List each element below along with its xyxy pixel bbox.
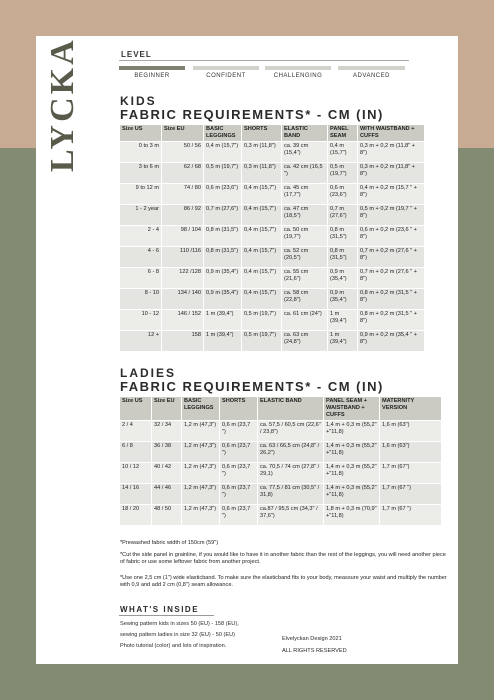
table-cell: ca. 58 cm (22,8") [282,289,328,310]
table-row [120,184,425,205]
table-cell: 1,4 m + 0,3 m (55,2" +"11,8) [324,421,380,442]
table-row [120,442,442,463]
ladies-subheading: FABRIC REQUIREMENTS* - CM (IN) [120,379,384,394]
col-header: ELASTIC BAND [258,397,324,421]
table-cell: 1,2 m (47,3") [182,484,220,505]
table-cell: 0,5 m (19,7") [242,331,282,352]
table-cell: 0,9 m (35,4") [204,289,242,310]
table-cell: 8 - 10 [120,289,162,310]
table-cell: 10 / 12 [120,463,152,484]
table-cell: ca. 77,5 / 81 cm (30,5" / 31,8) [258,484,324,505]
ladies-fabric-table [119,396,442,526]
whats-inside-title: WHAT'S INSIDE [120,605,200,614]
table-cell: 0,7 m (27,6") [328,205,358,226]
table-cell: 0,9 m (35,4") [204,268,242,289]
table-cell: 32 / 34 [152,421,182,442]
col-header: Size US [120,397,152,421]
table-cell: 0,7 m + 0,2 m (27,6 " + 8") [358,268,425,289]
table-cell: 0,4 m (15,7") [204,142,242,163]
table-cell: 0,9 m + 0,2 m (35,4 " + 8") [358,331,425,352]
table-cell: 146 / 152 [162,310,204,331]
table-row [120,163,425,184]
col-header: SHORTS [220,397,258,421]
table-cell: 1,2 m (47,3") [182,421,220,442]
table-cell: 1,2 m (47,3") [182,463,220,484]
table-cell: 0,6 m + 0,2 m (23,6 " + 8") [358,226,425,247]
table-cell: 158 [162,331,204,352]
level-label-beginner: BEGINNER [134,73,170,79]
table-cell: 0,3 m (11,8") [242,142,282,163]
table-cell: 0,8 m (31,5") [204,226,242,247]
table-cell: 3 to 6 m [120,163,162,184]
table-cell: 1,4 m + 0,3 m (55,2" +"11,8) [324,484,380,505]
table-cell: 110 /116 [162,247,204,268]
table-cell: 0,4 m (15,7") [242,205,282,226]
level-label-confident: CONFIDENT [206,73,246,79]
table-cell: 1,2 m (47,3") [182,442,220,463]
table-cell: 62 / 68 [162,163,204,184]
table-cell: 40 / 42 [152,463,182,484]
table-row [120,331,425,352]
table-row [120,268,425,289]
table-cell: 0,5 m (19,7") [328,163,358,184]
table-cell: 0,3 m + 0,2 m (11,8" + 8") [358,163,425,184]
table-cell: 1,4 m + 0,3 m (55,2" +"11,8) [324,463,380,484]
credit-rights: ALL RIGHTS RESERVED [282,648,347,654]
table-cell: 18 / 20 [120,505,152,526]
table-cell: 0,4 m (15,7") [328,142,358,163]
table-cell: 0,7 m + 0,2 m (27,6 " + 8") [358,247,425,268]
kids-heading: KIDS [120,94,157,108]
table-cell: ca. 39 cm (15,4") [282,142,328,163]
kids-subheading: FABRIC REQUIREMENTS* - CM (IN) [120,107,384,122]
copyright-credit [282,633,347,657]
table-cell: 1 m (39,4") [204,331,242,352]
col-header: MATERNITY VERSION [380,397,442,421]
level-bar-challenging [265,66,331,70]
col-header: Size EU [152,397,182,421]
table-cell: ca. 45 cm (17,7") [282,184,328,205]
col-header: PANEL SEAM [328,125,358,142]
table-cell: 0,6 m (23,7 ") [220,484,258,505]
table-cell: 74 / 80 [162,184,204,205]
table-cell: 0,8 m + 0,2 m (31,5 " + 8") [358,289,425,310]
table-cell: ca. 52 cm (20,5") [282,247,328,268]
table-cell: 0,4 m (15,7") [242,184,282,205]
table-cell: 0,6 m (23,6") [328,184,358,205]
col-header: BASIC LEGGINGS [204,125,242,142]
table-cell: 1,8 m + 0,3 m (70,9" +"11,8) [324,505,380,526]
table-cell: 2 - 4 [120,226,162,247]
table-cell: 1 m (39,4") [204,310,242,331]
table-row [120,205,425,226]
brand-logo [40,37,81,172]
table-cell: 0,4 m (15,7") [242,226,282,247]
ladies-header-row [120,397,442,421]
table-cell: ca.87 / 95,5 cm (34,3" / 37,6") [258,505,324,526]
level-bar-confident [193,66,259,70]
table-cell: 0 to 3 m [120,142,162,163]
table-cell: 1 m (39,4") [328,310,358,331]
table-cell: 0,3 m (11,8") [242,163,282,184]
table-row [120,310,425,331]
table-cell: 1,7 m (67") [380,463,442,484]
credit-designer: Elvelyckan Design 2021 [282,636,342,642]
table-row [120,505,442,526]
table-cell: 0,8 m + 0,2 m (31,5 " + 8") [358,310,425,331]
table-cell: ca. 55 cm (21,6") [282,268,328,289]
level-bar-beginner [119,66,185,70]
inside-line: sewing pattern ladies in size 32 (EU) - 50 (EU) [120,632,236,638]
table-row [120,247,425,268]
table-cell: 1,6 m (63") [380,442,442,463]
table-cell: 9 to 12 m [120,184,162,205]
table-cell: 1,2 m (47,3") [182,505,220,526]
col-header: Size EU [162,125,204,142]
col-header: Size US [120,125,162,142]
table-cell: 0,8 m (31,5") [328,247,358,268]
table-cell: 0,8 m (31,5") [328,226,358,247]
whats-inside-divider [119,615,214,616]
table-cell: 36 / 38 [152,442,182,463]
table-row [120,226,425,247]
table-cell: 0,9 m (35,4") [328,289,358,310]
table-cell: 1 m (39,4") [328,331,358,352]
brand-name: LYCKA [44,37,81,172]
table-cell: 122 /128 [162,268,204,289]
table-cell: ca. 57,5 / 60,5 cm (22,6" / 23,8") [258,421,324,442]
level-title: LEVEL [121,50,152,59]
table-cell: 0,6 m (23,6") [204,184,242,205]
col-header: SHORTS [242,125,282,142]
whats-inside-list [120,619,290,652]
table-cell: 1,7 m (67 ") [380,484,442,505]
ladies-heading: LADIES [120,366,177,380]
table-cell: 44 / 46 [152,484,182,505]
table-cell: ca. 50 cm (19,7") [282,226,328,247]
table-row [120,463,442,484]
table-row [120,142,425,163]
table-cell: 6 - 8 [120,268,162,289]
table-cell: 0,5 m (19,7") [204,163,242,184]
col-header: ELASTIC BAND [282,125,328,142]
table-cell: 1,7 m (67 ") [380,505,442,526]
table-cell: 50 / 56 [162,142,204,163]
table-row [120,484,442,505]
table-cell: 0,6 m (23,7 ") [220,421,258,442]
kids-header-row [120,125,425,142]
level-bar-advanced [338,66,405,70]
kids-fabric-table [119,124,425,352]
table-cell: 0,7 m (27,6") [204,205,242,226]
table-cell: 10 - 12 [120,310,162,331]
table-cell: ca. 61 cm (24") [282,310,328,331]
table-cell: ca. 47 cm (18,5") [282,205,328,226]
table-cell: 0,4 m (15,7") [242,247,282,268]
col-header: BASIC LEGGINGS [182,397,220,421]
table-cell: 86 / 92 [162,205,204,226]
inside-line: Photo tutorial (color) and lots of inspiration. [120,643,227,649]
table-cell: 0,6 m (23,7 ") [220,463,258,484]
table-cell: 0,6 m (23,7 ") [220,442,258,463]
table-cell: 0,3 m + 0,2 m (11,8" + 8") [358,142,425,163]
table-cell: 14 / 16 [120,484,152,505]
col-header: WITH WAISTBAND + CUFFS [358,125,425,142]
inside-line: Sewing pattern kids in sizes 50 (EU) - 158 (EU), [120,621,239,627]
table-cell: 0,8 m (31,5") [204,247,242,268]
table-cell: 134 / 140 [162,289,204,310]
table-cell: 2 / 4 [120,421,152,442]
table-cell: 0,9 m (35,4") [328,268,358,289]
table-cell: 1,6 m (63") [380,421,442,442]
table-cell: 0,4 m (15,7") [242,268,282,289]
level-label-challenging: CHALLENGING [273,73,323,79]
table-cell: ca. 42 cm (16,5 ") [282,163,328,184]
table-cell: 1,4 m + 0,3 m (55,2" +"11,8) [324,442,380,463]
table-cell: 0,4 m (15,7") [242,289,282,310]
table-row [120,289,425,310]
table-cell: 0,4 m + 0,2 m (15,7 " + 8") [358,184,425,205]
table-cell: 4 - 6 [120,247,162,268]
table-cell: ca. 70,5 / 74 cm (27,8" / 29,1) [258,463,324,484]
note-prewashed: *Prewashed fabric width of 150cm (59") [120,540,219,546]
table-cell: 1 - 2 year [120,205,162,226]
table-cell: 48 / 50 [152,505,182,526]
level-divider [119,60,409,61]
note-elasticband: *Use one 2,5 cm (1") wide elasticband. To make sure the elasticband fits to your body, meassure your waist and multiply the number with 0,9 and add 2 cm (0,8") seam allowance. [120,575,447,589]
table-cell: 12 + [120,331,162,352]
table-cell: 0,5 m (19,7") [242,310,282,331]
level-label-advanced: ADVANCED [353,73,390,79]
table-cell: 98 / 104 [162,226,204,247]
table-row [120,421,442,442]
table-cell: 0,6 m (23,7 ") [220,505,258,526]
table-cell: 6 / 8 [120,442,152,463]
table-cell: 0,5 m + 0,2 m (19,7 " + 8") [358,205,425,226]
table-cell: ca. 63 cm (24,8") [282,331,328,352]
note-cut-side-panel: *Cut the side panel in grainline, if you would like to have it in another fabric than the rest of the leggings, you will need another piece of fabric or use some leftover fabric from another project. [120,552,446,566]
table-cell: ca. 63 / 66,5 cm (24,8" / 26,2") [258,442,324,463]
col-header: PANEL SEAM + WAISTBAND + CUFFS [324,397,380,421]
